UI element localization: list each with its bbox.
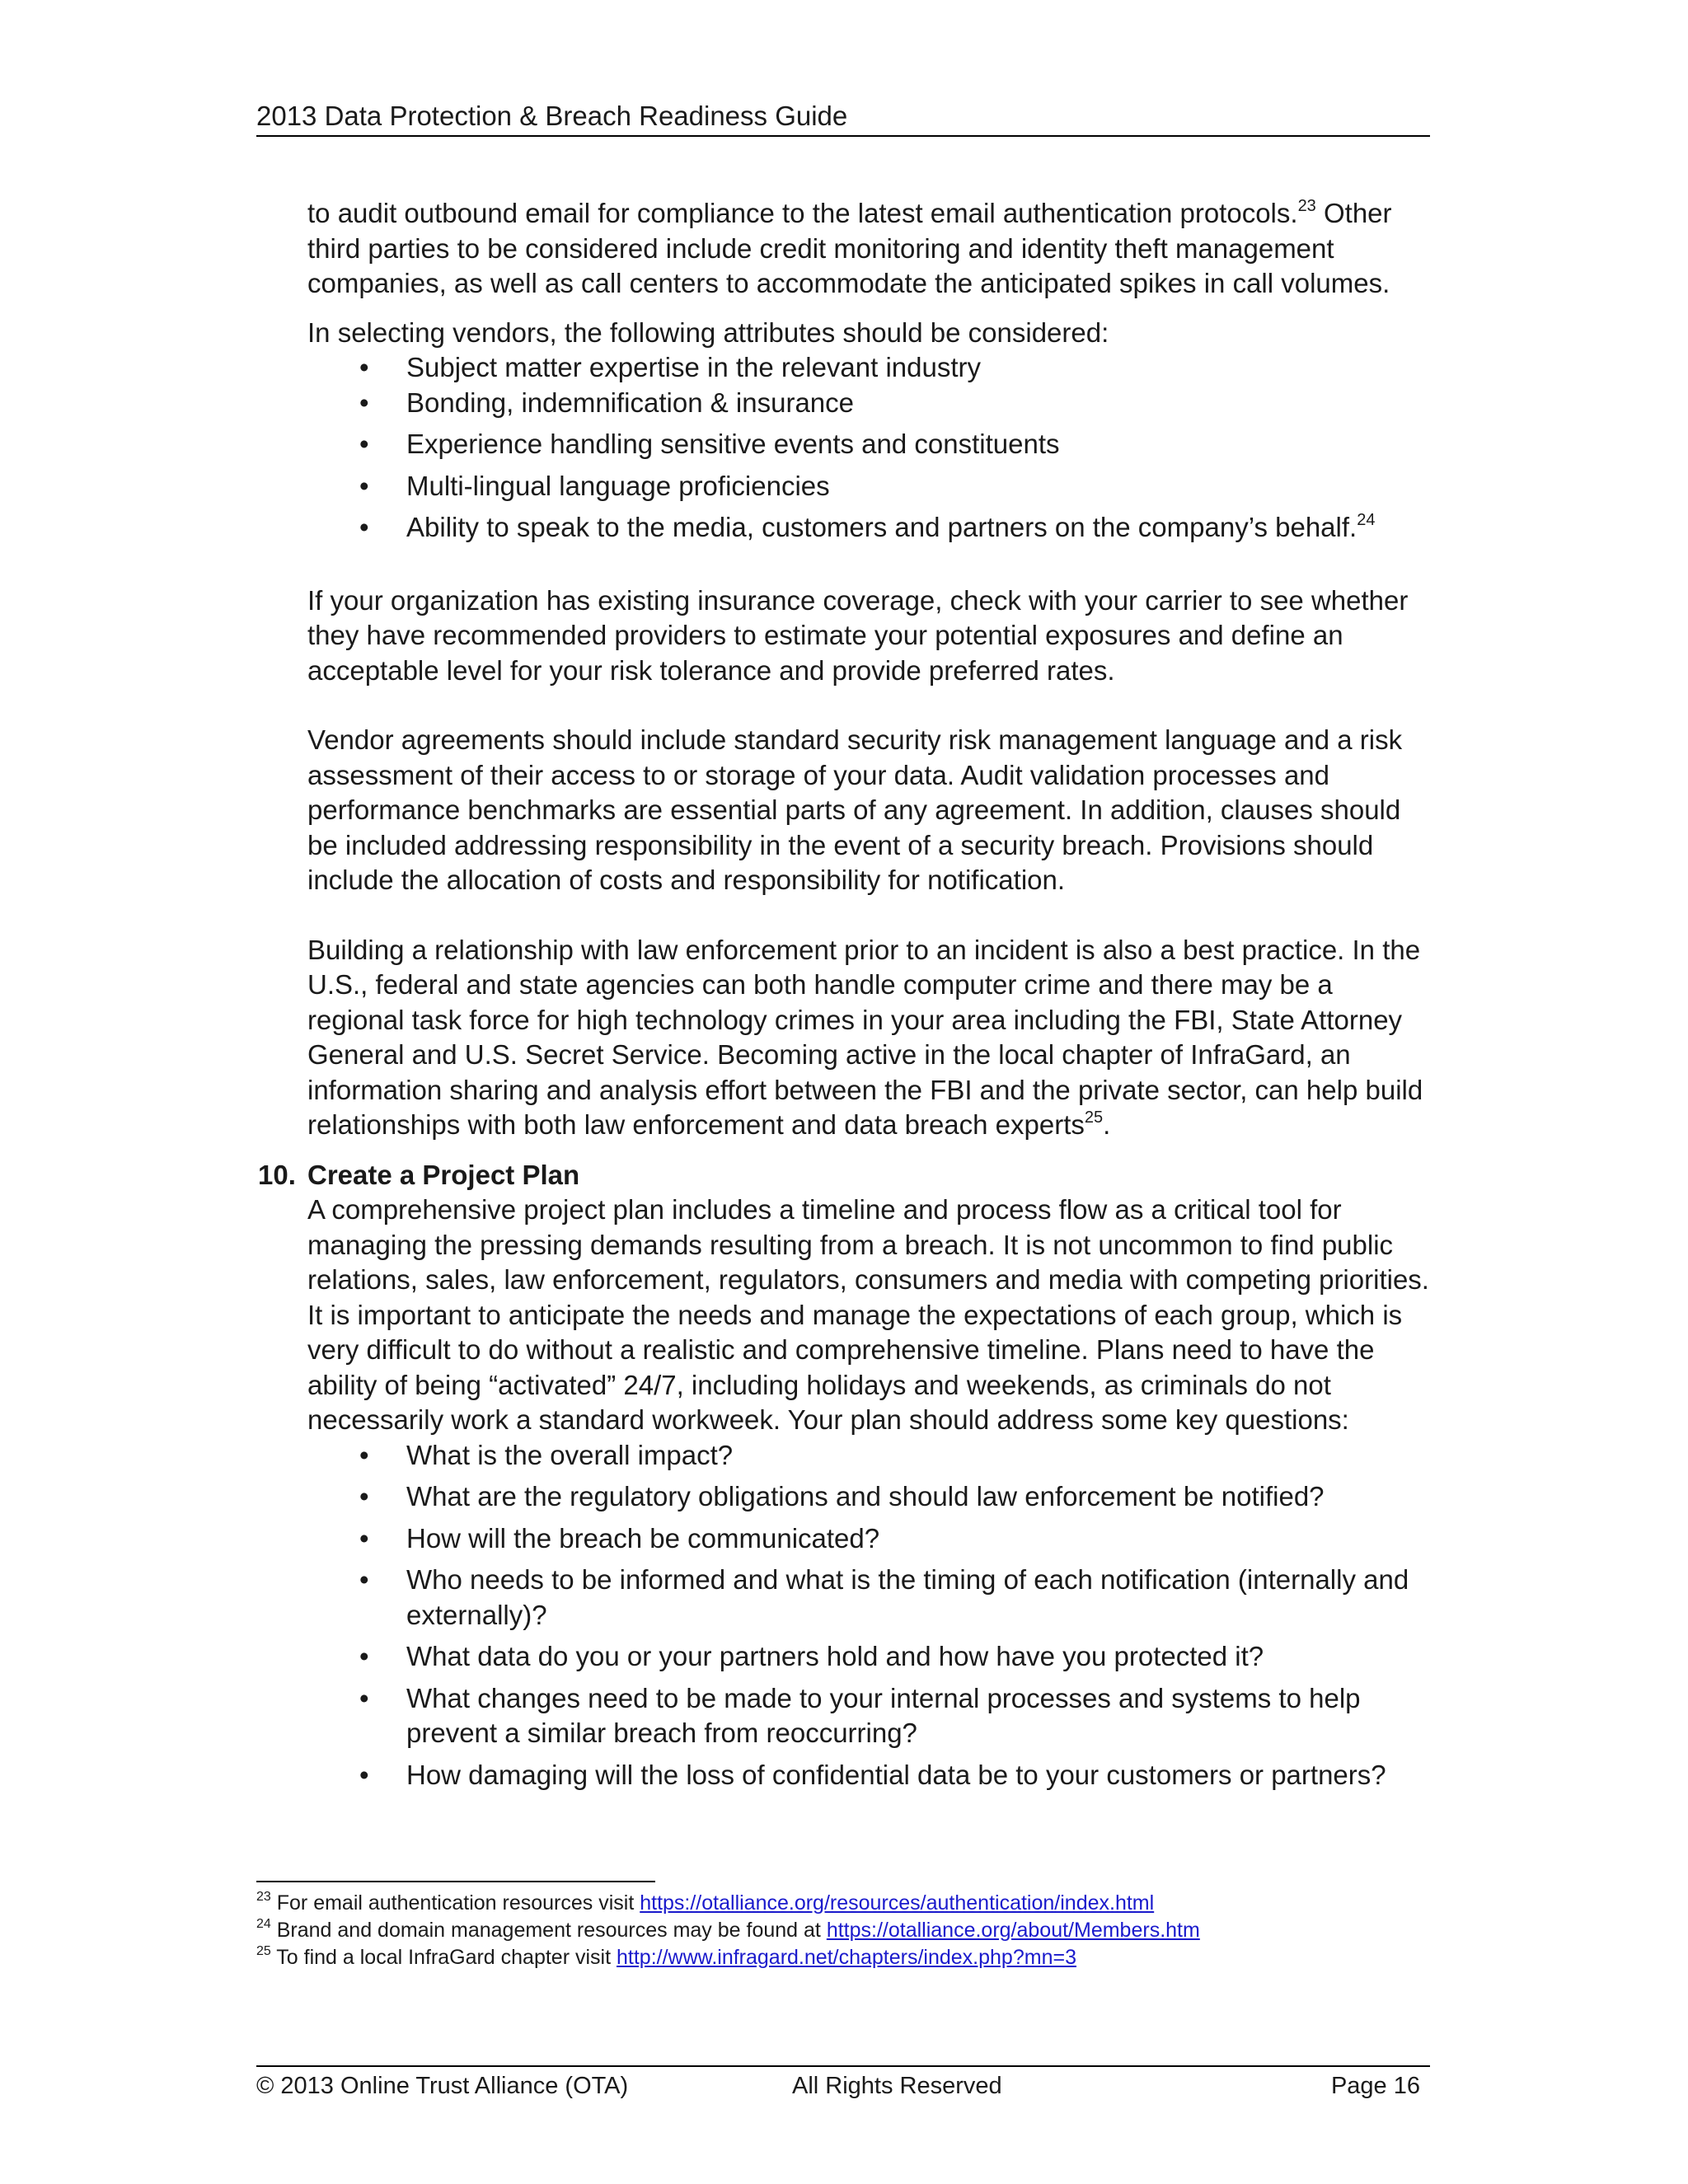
footnote-25 xyxy=(256,1944,1430,1971)
footnotes xyxy=(256,1890,1430,1971)
paragraph-law-enforcement xyxy=(307,933,1430,1143)
footnote-text: Brand and domain management resources may be found at xyxy=(270,1919,827,1942)
paragraph-vendor-intro: In selecting vendors, the following attributes should be considered: xyxy=(307,316,1109,348)
list-item xyxy=(307,1563,1430,1633)
list-item xyxy=(307,1521,1430,1557)
footer-divider xyxy=(256,2065,1430,2067)
main-content xyxy=(258,196,1430,1799)
list-item-text: Who needs to be informed and what is the timing of each notification (internally and externally)? xyxy=(406,1564,1409,1630)
section-project-plan xyxy=(258,1158,1430,1793)
footer-copyright: © 2013 Online Trust Alliance (OTA) xyxy=(256,2073,629,2099)
key-questions-list xyxy=(307,1438,1430,1793)
footnote-ref-25[interactable]: 25 xyxy=(1084,1108,1104,1127)
list-item-text: Subject matter expertise in the relevant industry xyxy=(406,352,982,382)
bullet-icon: • xyxy=(359,1641,369,1671)
paragraph-email-audit xyxy=(307,196,1430,302)
list-item xyxy=(307,510,1430,546)
spacer xyxy=(307,552,1430,583)
paragraph-vendor-agreements: Vendor agreements should include standard security risk management language and a risk assessment of their access to or storage of your data. Audit validation processes and performance benchmarks are essential parts of any agreement. In addition, clauses should be included addressing responsibility in the event of a security breach. Provisions should include the allocation of costs and responsibility for notification. xyxy=(307,724,1403,895)
list-item xyxy=(307,386,1430,421)
section-heading xyxy=(258,1158,1430,1193)
footnote-number: 24 xyxy=(256,1916,271,1931)
list-item xyxy=(307,350,1430,386)
bullet-icon: • xyxy=(359,470,369,501)
bullet-icon: • xyxy=(359,1439,369,1470)
list-item-text: Multi-lingual language proficiencies xyxy=(406,470,830,501)
bullet-icon: • xyxy=(359,1522,369,1554)
list-item-text: Ability to speak to the media, customers and partners on the company’s behalf. xyxy=(406,512,1357,542)
list-item-text: Bonding, indemnification & insurance xyxy=(406,387,855,418)
paragraph-text: Other third parties to be considered include credit monitoring and identity theft management companies, as well as call centers to accommodate the anticipated spikes in call volumes. xyxy=(307,198,1392,298)
list-item-text: How will the breach be communicated? xyxy=(406,1522,880,1554)
list-item xyxy=(307,1681,1430,1751)
bullet-icon: • xyxy=(359,1564,369,1595)
paragraph-text: . xyxy=(1103,1109,1111,1140)
list-item-text: What data do you or your partners hold and how have you protected it? xyxy=(406,1641,1264,1671)
footnote-ref-23[interactable]: 23 xyxy=(1297,197,1316,215)
paragraph-insurance: If your organization has existing insurance coverage, check with your carrier to see whether they have recommended providers to estimate your potential exposures and define an acceptable level for your risk tolerance and provide preferred rates. xyxy=(307,584,1409,686)
footnote-link[interactable]: https://otalliance.org/about/Members.htm xyxy=(826,1919,1200,1942)
footnote-link[interactable]: http://www.infragard.net/chapters/index.php?mn=3 xyxy=(617,1946,1076,1969)
bullet-icon: • xyxy=(359,1481,369,1511)
bullet-icon: • xyxy=(359,429,369,459)
footnote-divider xyxy=(256,1881,655,1882)
footnote-number: 23 xyxy=(256,1889,271,1904)
list-item xyxy=(307,1438,1430,1474)
list-item xyxy=(307,469,1430,504)
footnote-text: For email authentication resources visit xyxy=(270,1891,640,1915)
list-item-text: How damaging will the loss of confidential data be to your customers or partners? xyxy=(406,1759,1386,1790)
paragraph-text: to audit outbound email for compliance to the latest email authentication protocols. xyxy=(307,198,1298,228)
list-item xyxy=(307,1758,1430,1793)
footnote-23 xyxy=(256,1890,1430,1917)
bullet-icon: • xyxy=(359,1759,369,1790)
bullet-icon: • xyxy=(359,1682,369,1713)
list-item-text: What are the regulatory obligations and should law enforcement be notified? xyxy=(406,1481,1325,1511)
bullet-icon: • xyxy=(359,512,369,542)
paragraph-project-plan: A comprehensive project plan includes a timeline and process flow as a critical tool for managing the pressing demands resulting from a breach. It is not uncommon to find public relations, sales, law enforcement, regulators, consumers and media with competing priorities. It is important to anticipate the needs and manage the expectations of each group, which is very difficult to do without a realistic and comprehensive timeline. Plans need to have the ability of being “activated” 24/7, including holidays and weekends, as criminals do not necessarily work a standard workweek. Your plan should address some key questions: xyxy=(307,1194,1429,1435)
list-item xyxy=(307,1639,1430,1675)
section-title: Create a Project Plan xyxy=(307,1159,580,1190)
footnote-ref-24[interactable]: 24 xyxy=(1357,511,1376,529)
bullet-icon: • xyxy=(359,387,369,418)
list-item xyxy=(307,427,1430,462)
footnote-24 xyxy=(256,1917,1430,1944)
page-number: Page 16 xyxy=(1330,2073,1420,2099)
paragraph-text: Building a relationship with law enforcement prior to an incident is also a best practice. In the U.S., federal and state agencies can both handle computer crime and there may be a regional task force for high technology crimes in your area including the FBI, State Attorney General and U.S. Secret Service. Becoming active in the local chapter of InfraGard, an information sharing and analysis effort between the FBI and the private sector, can help build relationships with both law enforcement and data breach experts xyxy=(307,934,1423,1140)
list-item-text: Experience handling sensitive events and constituents xyxy=(406,429,1060,459)
bullet-icon: • xyxy=(359,352,369,382)
list-item xyxy=(307,1479,1430,1515)
vendor-attributes-list xyxy=(307,350,1430,546)
list-item-text: What changes need to be made to your internal processes and systems to help prevent a similar breach from reoccurring? xyxy=(406,1682,1361,1748)
footer-rights: All Rights Reserved xyxy=(792,2073,1002,2099)
footnote-number: 25 xyxy=(256,1943,271,1958)
section-number: 10. xyxy=(258,1159,296,1190)
footnote-link[interactable]: https://otalliance.org/resources/authentication/index.html xyxy=(640,1891,1155,1915)
list-item-text: What is the overall impact? xyxy=(406,1439,734,1470)
running-header: 2013 Data Protection & Breach Readiness Guide xyxy=(256,99,1430,137)
footnote-text: To find a local InfraGard chapter visit xyxy=(270,1946,617,1969)
